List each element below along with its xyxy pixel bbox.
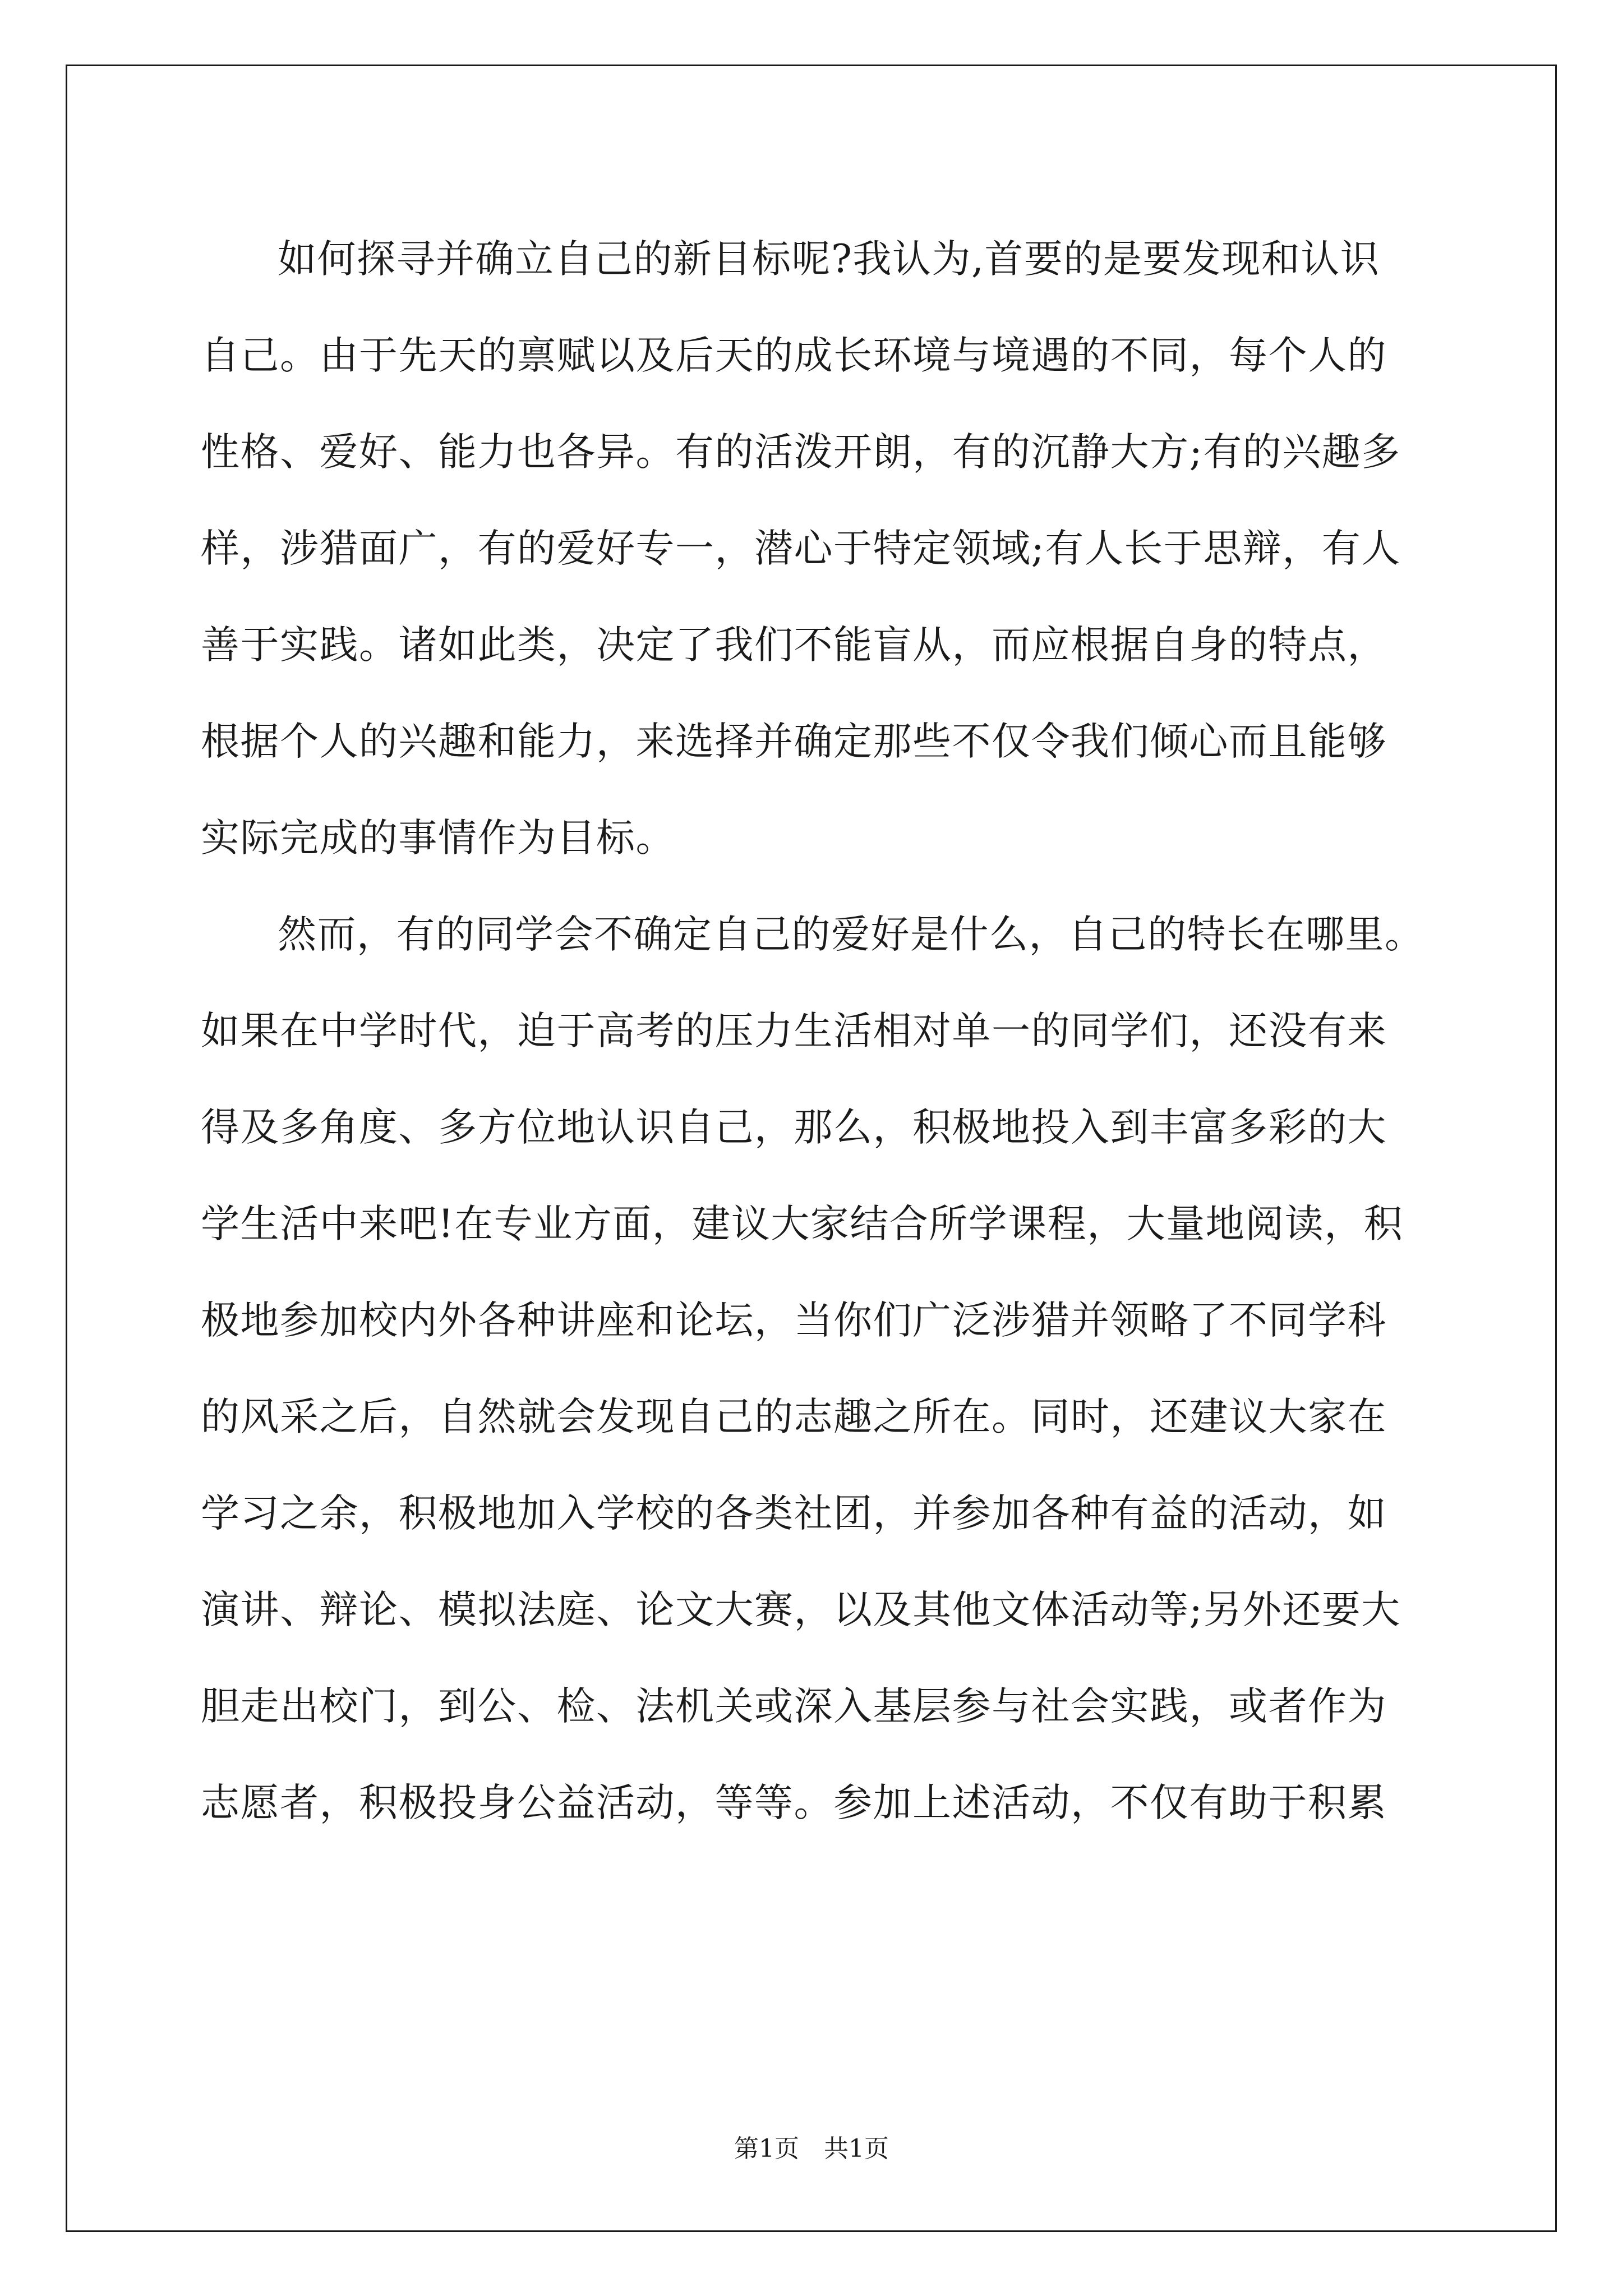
- text-line: 性格、爱好、能力也各异。有的活泼开朗，有的沉静大方;有的兴趣多: [201, 430, 1401, 475]
- document-body: [201, 211, 1440, 1851]
- text-line: 如何探寻并确立自己的新目标呢?我认为,首要的是要发现和认识: [278, 237, 1380, 282]
- page-footer: 第1页 共1页: [734, 2134, 889, 2163]
- text-line: 学生活中来吧!在专业方面，建议大家结合所学课程，大量地阅读，积: [201, 1202, 1404, 1246]
- text-line: 善于实践。诸如此类，决定了我们不能盲从，而应根据自身的特点，: [201, 623, 1387, 668]
- text-line: 胆走出校门，到公、检、法机关或深入基层参与社会实践，或者作为: [201, 1684, 1387, 1729]
- text-line: 极地参加校内外各种讲座和论坛，当你们广泛涉猎并领略了不同学科: [201, 1298, 1387, 1343]
- text-line: 如果在中学时代，迫于高考的压力生活相对单一的同学们，还没有来: [201, 1009, 1387, 1053]
- text-line: 自己。由于先天的禀赋以及后天的成长环境与境遇的不同，每个人的: [201, 333, 1387, 378]
- text-line: 的风采之后，自然就会发现自己的志趣之所在。同时，还建议大家在: [201, 1395, 1387, 1439]
- text-line: 演讲、辩论、模拟法庭、论文大赛，以及其他文体活动等;另外还要大: [201, 1588, 1401, 1632]
- text-line: 样，涉猎面广，有的爱好专一，潜心于特定领域;有人长于思辩，有人: [201, 526, 1401, 571]
- text-line: 学习之余，积极地加入学校的各类社团，并参加各种有益的活动，如: [201, 1491, 1387, 1536]
- text-line: 然而，有的同学会不确定自己的爱好是什么，自己的特长在哪里。: [278, 912, 1424, 957]
- text-line: 实际完成的事情作为目标。: [201, 816, 675, 861]
- text-line: 志愿者，积极投身公益活动，等等。参加上述活动，不仅有助于积累: [201, 1780, 1387, 1825]
- text-line: 得及多角度、多方位地认识自己，那么，积极地投入到丰富多彩的大: [201, 1105, 1387, 1150]
- text-line: 根据个人的兴趣和能力，来选择并确定那些不仅令我们倾心而且能够: [201, 719, 1387, 764]
